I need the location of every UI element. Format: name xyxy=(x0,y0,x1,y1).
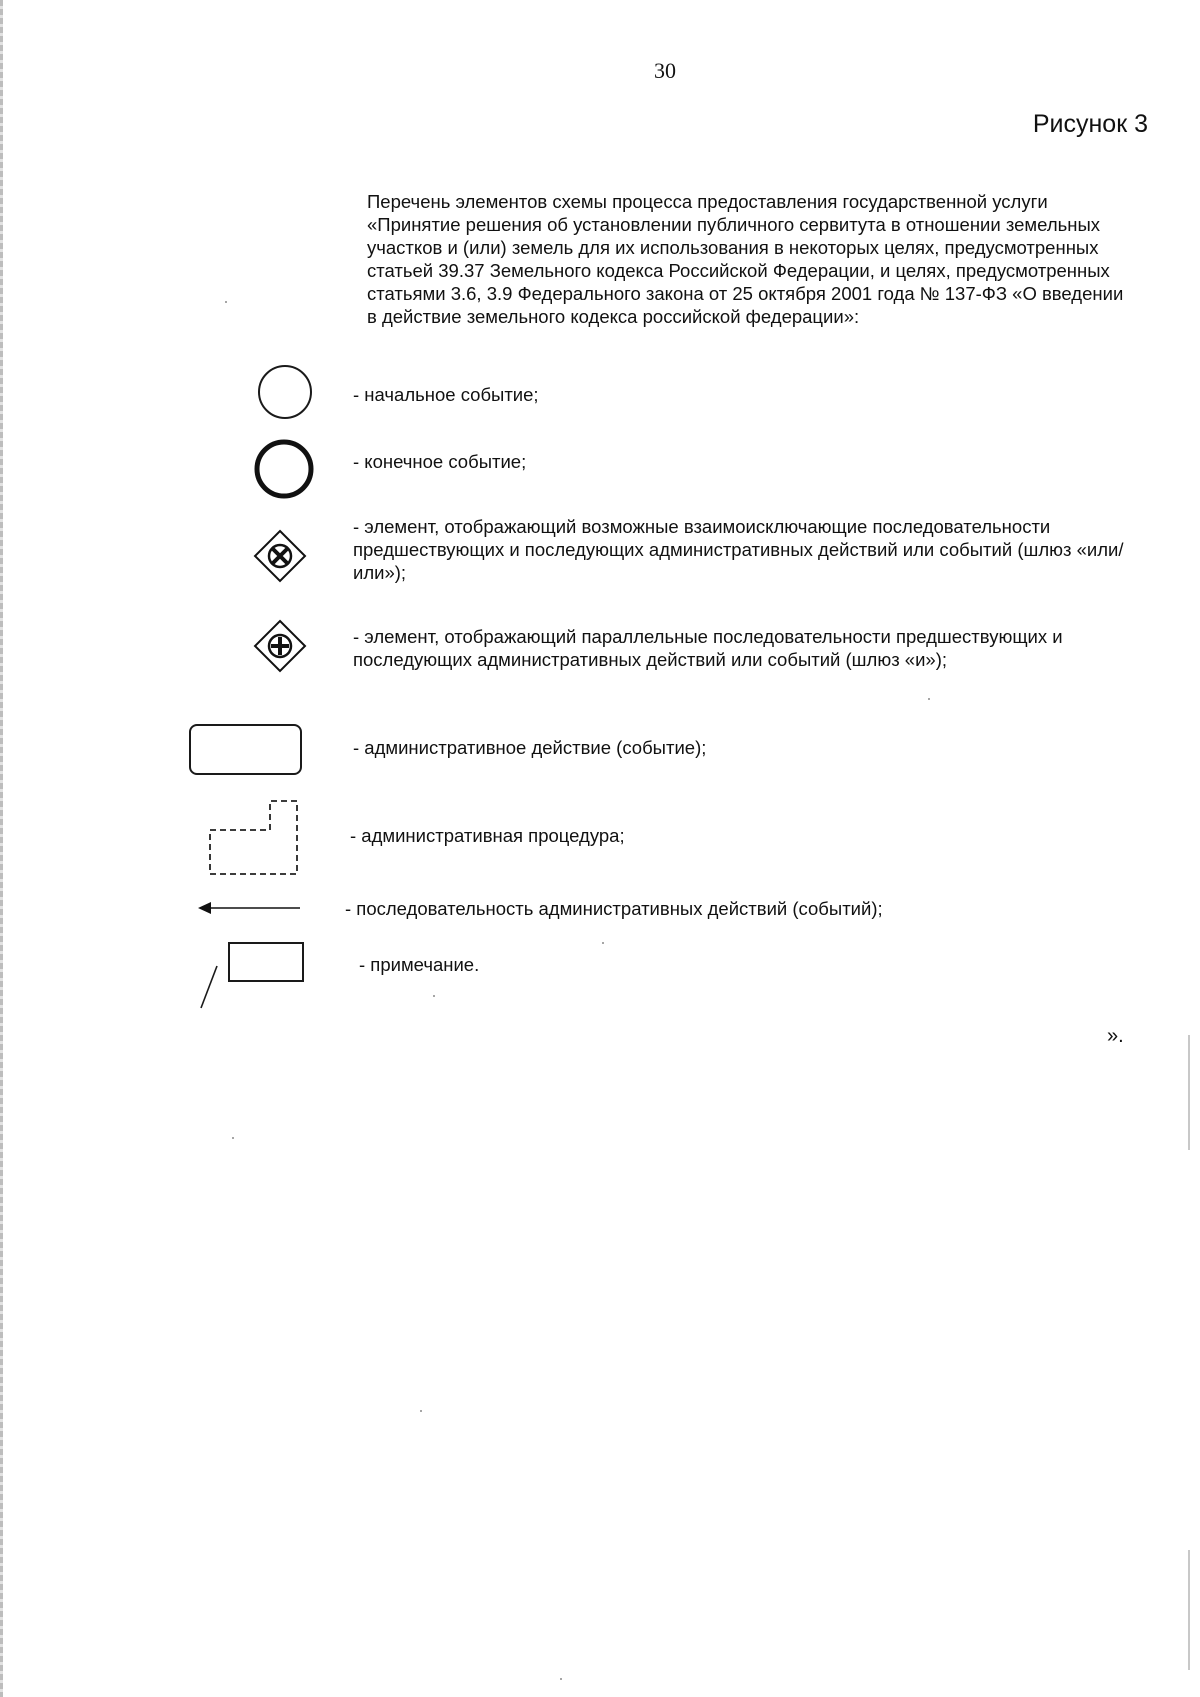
scan-speck xyxy=(420,1410,422,1412)
legend-item-start-event: - начальное событие; xyxy=(353,384,539,405)
page-left-edge xyxy=(0,0,3,1697)
scan-speck xyxy=(232,1137,234,1139)
page-right-edge-lower xyxy=(1188,1550,1190,1670)
end-event-circle-icon xyxy=(252,437,316,501)
scan-speck xyxy=(928,698,930,700)
sequence-arrow-icon xyxy=(196,898,304,918)
page-right-edge-upper xyxy=(1188,1035,1190,1150)
legend-item-annotation: - примечание. xyxy=(359,954,480,975)
administrative-procedure-dashed-icon xyxy=(207,798,303,878)
page-number: 30 xyxy=(654,58,676,83)
exclusive-gateway-icon xyxy=(252,528,308,584)
parallel-gateway-icon xyxy=(252,618,308,674)
administrative-action-box-icon xyxy=(187,722,305,778)
legend-item-end-event: - конечное событие; xyxy=(353,451,527,472)
legend-item-administrative-action: - административное действие (событие); xyxy=(353,737,707,758)
legend-intro-paragraph: Перечень элементов схемы процесса предоставления государственной услуги «Принятие решения об установлении публичного сервитута в отношении земельных участков и (или) земель для их использования в некоторых целях, предусмотренных статьей 39.37 Земельного кодекса Российской Федерации, и целях, предусмотренных статьями 3.6, 3.9 Федерального закона от 25 октября 2001 года № 137-ФЗ «О введении в действие земельного кодекса российской федерации»: xyxy=(367,191,1124,327)
closing-quote-mark: ». xyxy=(1107,1025,1124,1047)
legend-item-exclusive-gateway: - элемент, отображающий возможные взаимоисключающие последовательности предшествующих и последующих административных действий или событий (шлюз «или/или»); xyxy=(353,516,1124,583)
legend-item-sequence-flow: - последовательность административных действий (событий); xyxy=(345,898,883,919)
annotation-icon xyxy=(195,940,307,1012)
scan-speck xyxy=(602,942,604,944)
figure-caption: Рисунок 3 xyxy=(1032,110,1148,138)
scan-speck xyxy=(560,1678,562,1680)
scan-speck xyxy=(225,301,227,303)
start-event-circle-icon xyxy=(255,362,315,422)
scan-speck xyxy=(433,995,435,997)
legend-item-administrative-procedure: - административная процедура; xyxy=(350,825,625,846)
legend-item-parallel-gateway: - элемент, отображающий параллельные последовательности предшествующих и последующих административных действий или событий (шлюз «и»); xyxy=(353,626,1063,670)
